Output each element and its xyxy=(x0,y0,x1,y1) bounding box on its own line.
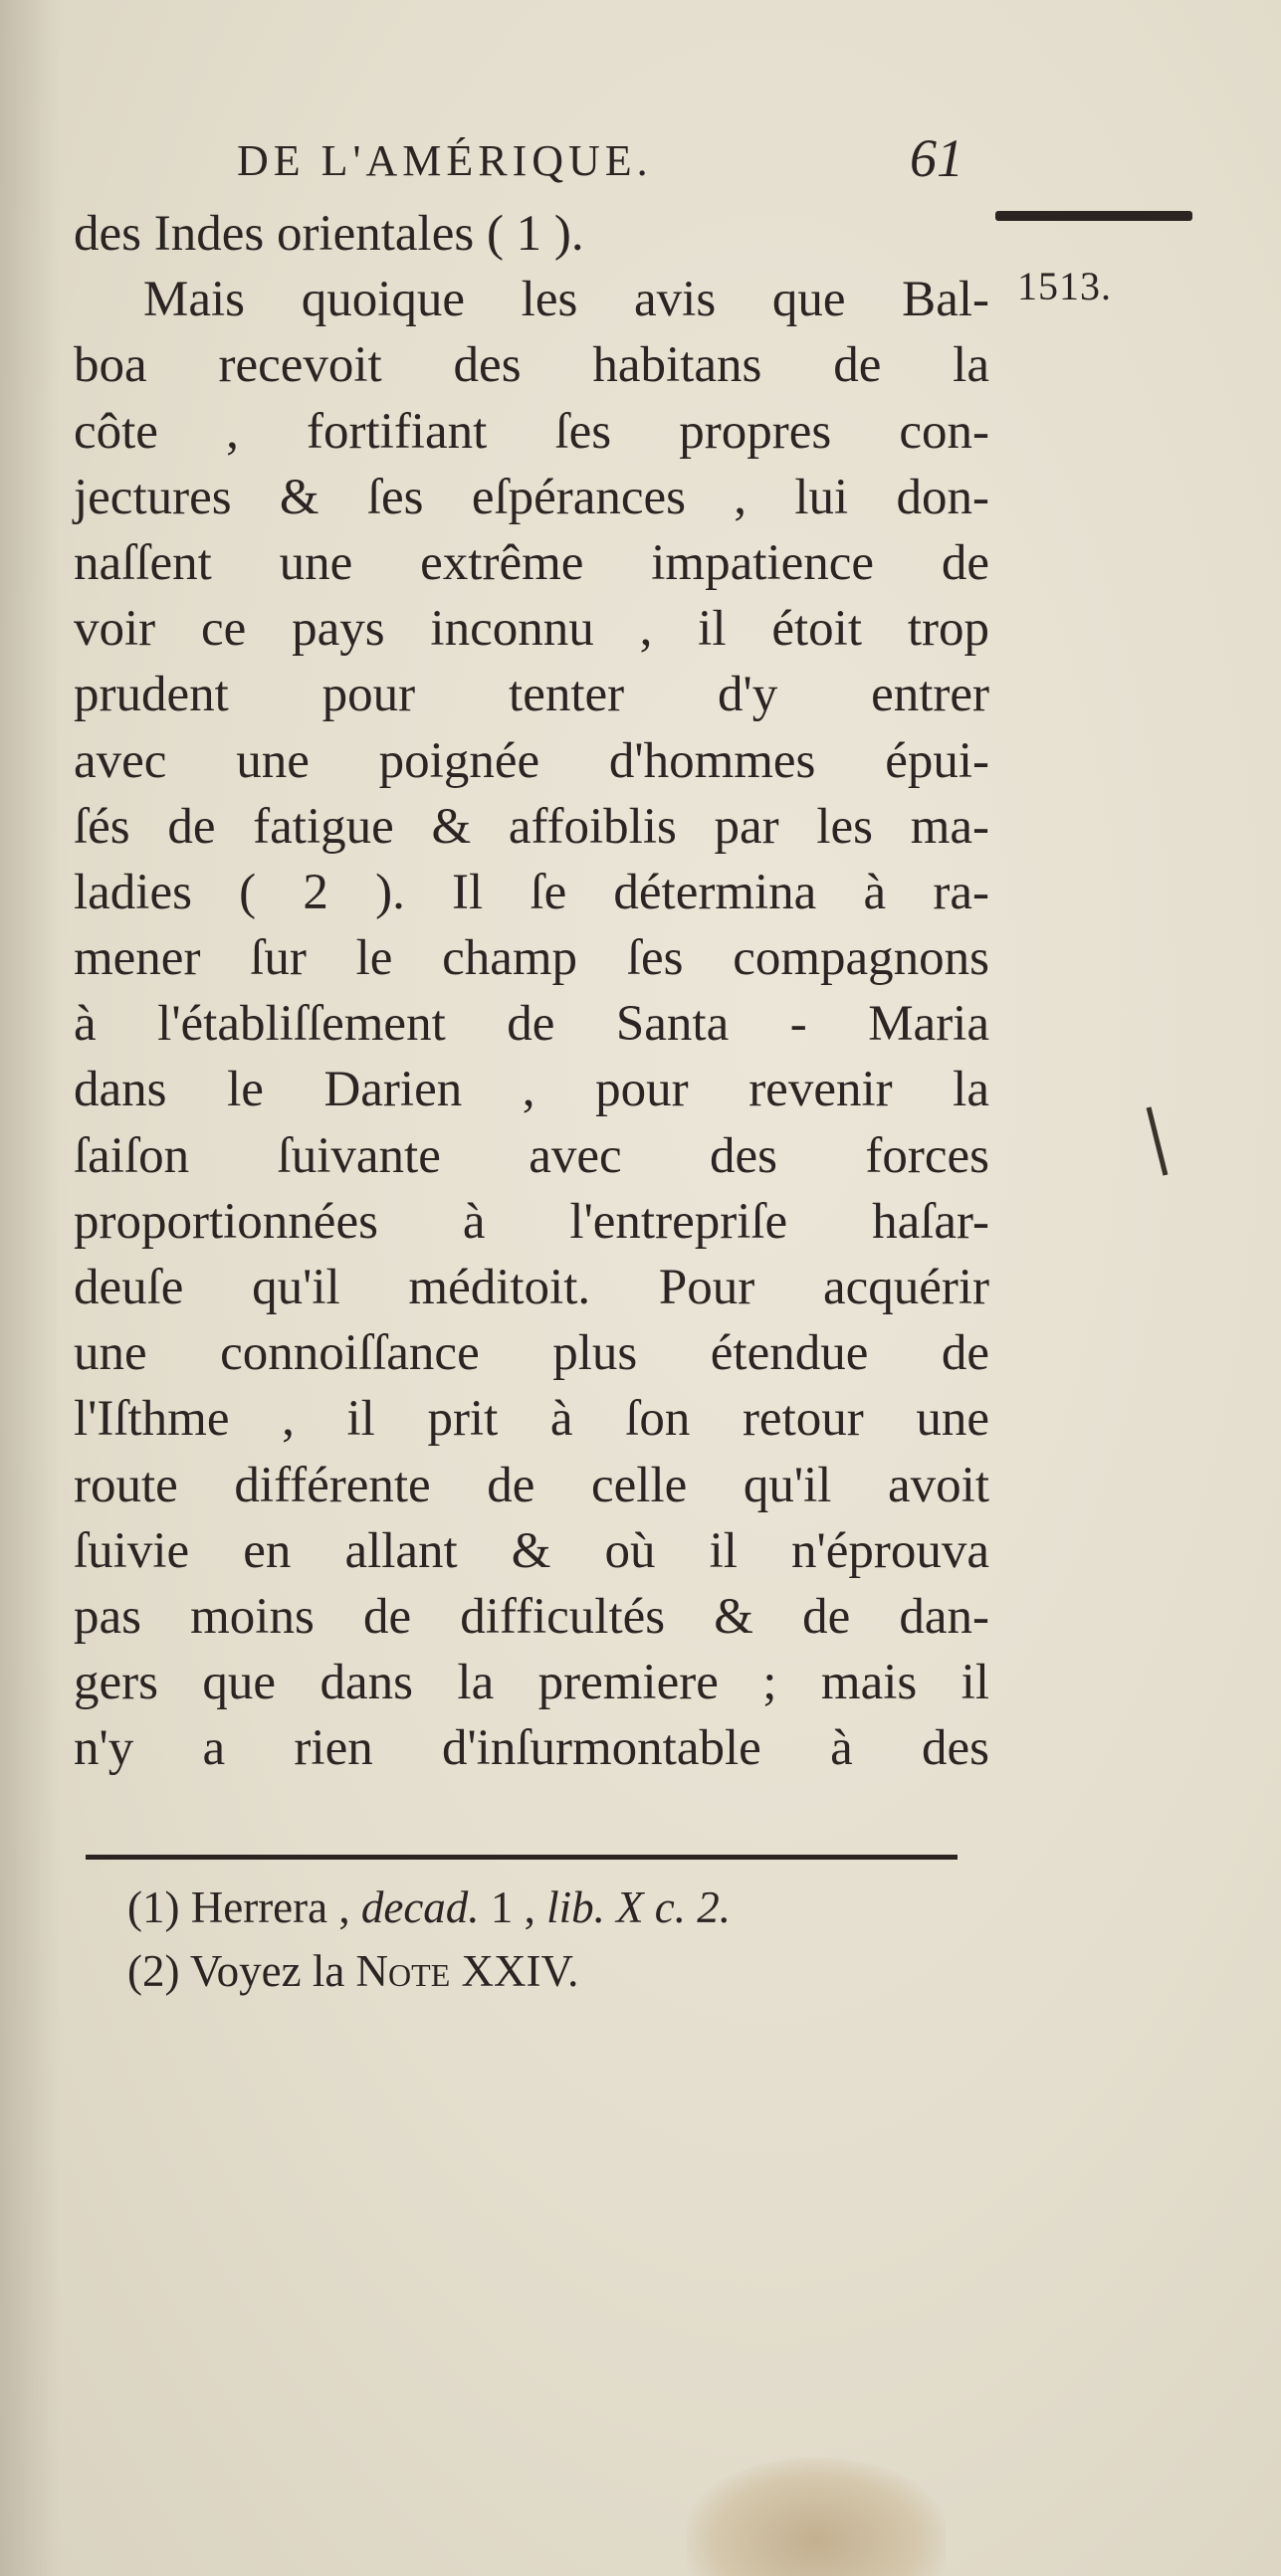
margin-rule xyxy=(995,211,1192,221)
ink-mark xyxy=(1147,1106,1169,1175)
text-line: jectures & ſes eſpérances , lui don- xyxy=(74,469,989,525)
text-line: une connoiſſance plus étendue de xyxy=(74,1325,989,1382)
body-text xyxy=(74,201,989,1782)
footnote-author: Herrera , xyxy=(190,1882,350,1932)
footnote-lib: lib. X c. 2. xyxy=(546,1882,732,1932)
footnote-voyez: Voyez la xyxy=(189,1946,345,1996)
text-line: gers que dans la premiere ; mais il xyxy=(74,1655,989,1711)
text-line: Mais quoique les avis que Bal- xyxy=(143,272,989,328)
text-line: des Indes orientales ( 1 ). xyxy=(74,206,584,262)
text-line: ſuivie en allant & où il n'éprouva xyxy=(74,1522,989,1579)
footnote-rule xyxy=(86,1855,958,1860)
text-line: l'Iſthme , il prit à ſon retour une xyxy=(74,1391,989,1448)
text-line: route différente de celle qu'il avoit xyxy=(74,1457,989,1513)
footnote-note-ref: Note XXIV. xyxy=(355,1946,579,1996)
text-line: avec une poignée d'hommes épui- xyxy=(74,732,989,789)
footnote-decad: decad. xyxy=(360,1882,480,1932)
page-number: 61 xyxy=(910,128,963,188)
footnote-2 xyxy=(127,1939,983,2003)
text-line: naſſent une extrême impatience de xyxy=(74,534,989,591)
text-line: deuſe qu'il méditoit. Pour acquérir xyxy=(74,1260,989,1315)
text-line: ladies ( 2 ). Il ſe détermina à ra- xyxy=(74,864,989,920)
text-line: à l'établiſſement de Santa - Maria xyxy=(74,996,989,1053)
footnote-decad-number: 1 , xyxy=(490,1882,535,1932)
text-line: boa recevoit des habitans de la xyxy=(74,337,989,394)
text-line: prudent pour tenter d'y entrer xyxy=(74,667,989,723)
text-line: ſés de fatigue & affoiblis par les ma- xyxy=(74,798,989,855)
footnote-marker: (2) xyxy=(127,1946,180,1996)
page-header xyxy=(237,127,1003,197)
running-head: DE L'AMÉRIQUE. xyxy=(237,136,653,185)
text-line: voir ce pays inconnu , il étoit trop xyxy=(74,601,989,658)
text-line: dans le Darien , pour revenir la xyxy=(74,1062,989,1118)
footnote-1 xyxy=(127,1876,983,1939)
footnote-marker: (1) xyxy=(127,1882,180,1932)
margin-year: 1513. xyxy=(1017,264,1112,308)
gutter-shadow xyxy=(0,0,60,2576)
text-line: pas moins de difficultés & de dan- xyxy=(74,1588,989,1645)
text-line: côte , fortifiant ſes propres con- xyxy=(74,403,989,460)
text-line: proportionnées à l'entrepriſe haſar- xyxy=(74,1193,989,1250)
text-line: n'y a rien d'inſurmontable à des xyxy=(74,1720,989,1777)
paper-stain xyxy=(687,2458,946,2576)
footnotes xyxy=(127,1876,983,2003)
text-line: mener ſur le champ ſes compagnons xyxy=(74,930,989,987)
text-line: ſaiſon ſuivante avec des forces xyxy=(74,1127,989,1184)
